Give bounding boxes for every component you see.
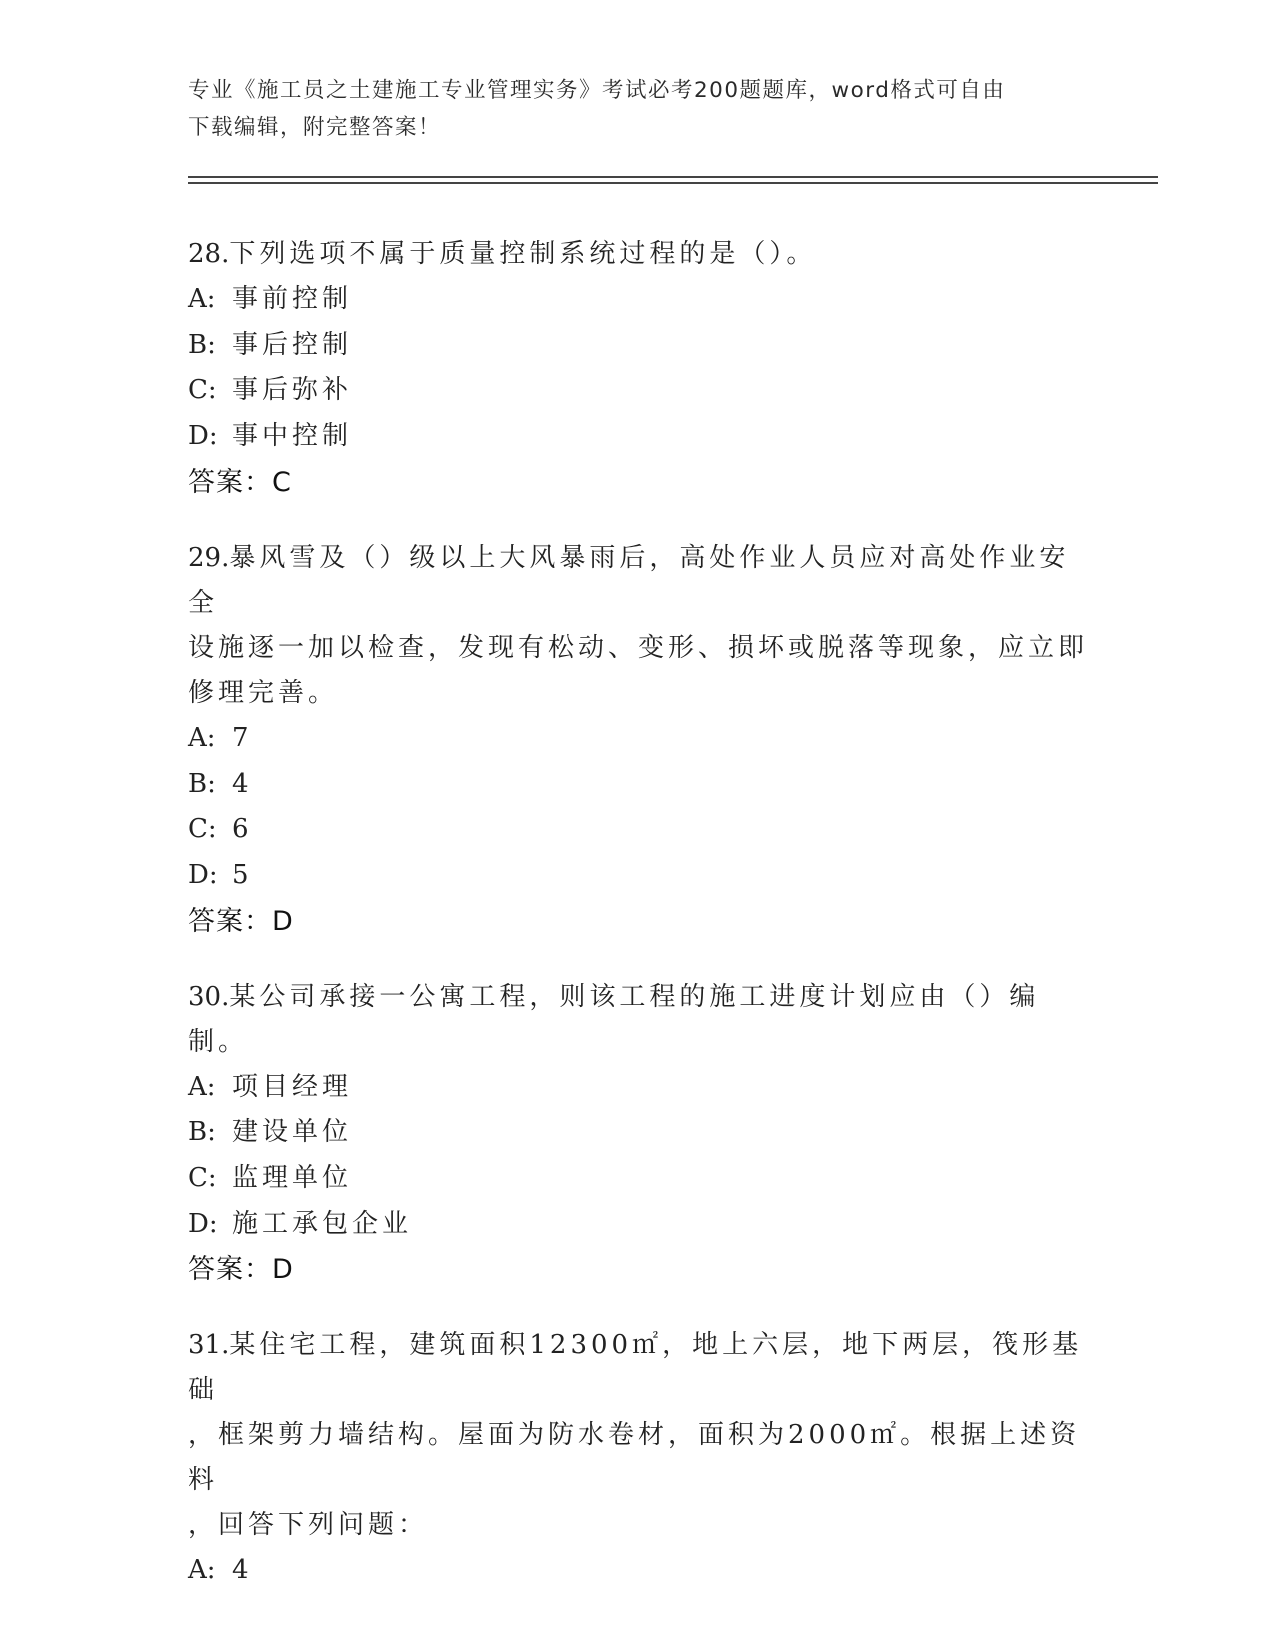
option-a — [188, 277, 1088, 323]
question-text — [188, 1323, 1088, 1413]
option-text: 4 — [232, 768, 253, 799]
option-text: 7 — [232, 722, 253, 753]
option-c — [188, 807, 1088, 853]
option-text: 项目经理 — [232, 1071, 353, 1102]
question-line: 下列选项不属于质量控制系统过程的是（）。 — [229, 239, 817, 269]
option-letter: C: — [188, 375, 217, 406]
option-letter: B: — [188, 329, 216, 360]
option-text: 建设单位 — [232, 1117, 353, 1148]
option-letter: D: — [188, 421, 218, 452]
option-c — [188, 368, 1088, 414]
question-text-continued: 修理完善。 — [188, 677, 339, 708]
option-letter: D: — [188, 1208, 218, 1239]
option-letter: C: — [188, 1163, 217, 1194]
question-28 — [188, 232, 1088, 506]
question-number: 29. — [188, 542, 230, 573]
header-line-2: 下载编辑，附完整答案！ — [188, 115, 442, 140]
question-text-continued: ，框架剪力墙结构。屋面为防水卷材，面积为2000㎡。根据上述资料 — [188, 1420, 1081, 1496]
option-letter: B: — [188, 768, 216, 799]
option-text: 5 — [232, 859, 253, 890]
question-31 — [188, 1323, 1088, 1594]
question-list — [188, 232, 1088, 1624]
header-line-1: 专业《施工员之土建施工专业管理实务》考试必考200题题库，word格式可自由 — [188, 78, 1006, 103]
document-header — [188, 72, 1068, 146]
option-d — [188, 414, 1088, 460]
question-text-continued: 设施逐一加以检查，发现有松动、变形、损坏或脱落等现象，应立即 — [188, 632, 1089, 663]
option-a — [188, 1065, 1088, 1111]
question-text — [188, 232, 1088, 277]
option-c — [188, 1156, 1088, 1202]
question-number: 31. — [188, 1330, 230, 1361]
option-a — [188, 1548, 1088, 1594]
option-text: 事后控制 — [232, 329, 353, 360]
option-letter: D: — [188, 859, 218, 890]
option-text: 4 — [232, 1555, 253, 1586]
option-d — [188, 853, 1088, 899]
question-line: 某公司承接一公寓工程，则该工程的施工进度计划应由（）编制。 — [188, 981, 1040, 1057]
header-divider-bottom — [188, 182, 1158, 184]
option-letter: B: — [188, 1117, 216, 1148]
question-text — [188, 536, 1088, 626]
answer-line: 答案：C — [188, 466, 292, 498]
question-line: 暴风雪及（）级以上大风暴雨后，高处作业人员应对高处作业安全 — [188, 542, 1070, 618]
option-letter: A: — [188, 1071, 216, 1102]
option-letter: C: — [188, 814, 217, 845]
question-number: 30. — [188, 981, 230, 1012]
answer-line: 答案：D — [188, 1254, 294, 1286]
option-b — [188, 323, 1088, 369]
question-text-continued: ，回答下列问题： — [188, 1510, 429, 1541]
option-text: 事中控制 — [232, 421, 353, 452]
question-number: 28. — [188, 239, 230, 269]
answer-line: 答案：D — [188, 905, 294, 937]
question-text — [188, 975, 1088, 1065]
option-text: 事后弥补 — [232, 375, 353, 406]
question-29 — [188, 536, 1088, 945]
option-text: 施工承包企业 — [232, 1208, 413, 1239]
option-letter: A: — [188, 284, 216, 314]
option-text: 监理单位 — [232, 1163, 353, 1194]
option-letter: A: — [188, 722, 216, 753]
option-d — [188, 1202, 1088, 1248]
option-text: 6 — [232, 814, 253, 845]
option-text: 事前控制 — [232, 284, 353, 314]
option-b — [188, 1110, 1088, 1156]
question-30 — [188, 975, 1088, 1294]
option-letter: A: — [188, 1555, 216, 1586]
question-line: 某住宅工程，建筑面积12300㎡，地上六层，地下两层，筏形基础 — [188, 1330, 1083, 1406]
option-a — [188, 716, 1088, 762]
option-b — [188, 762, 1088, 808]
header-divider-top — [188, 176, 1158, 178]
